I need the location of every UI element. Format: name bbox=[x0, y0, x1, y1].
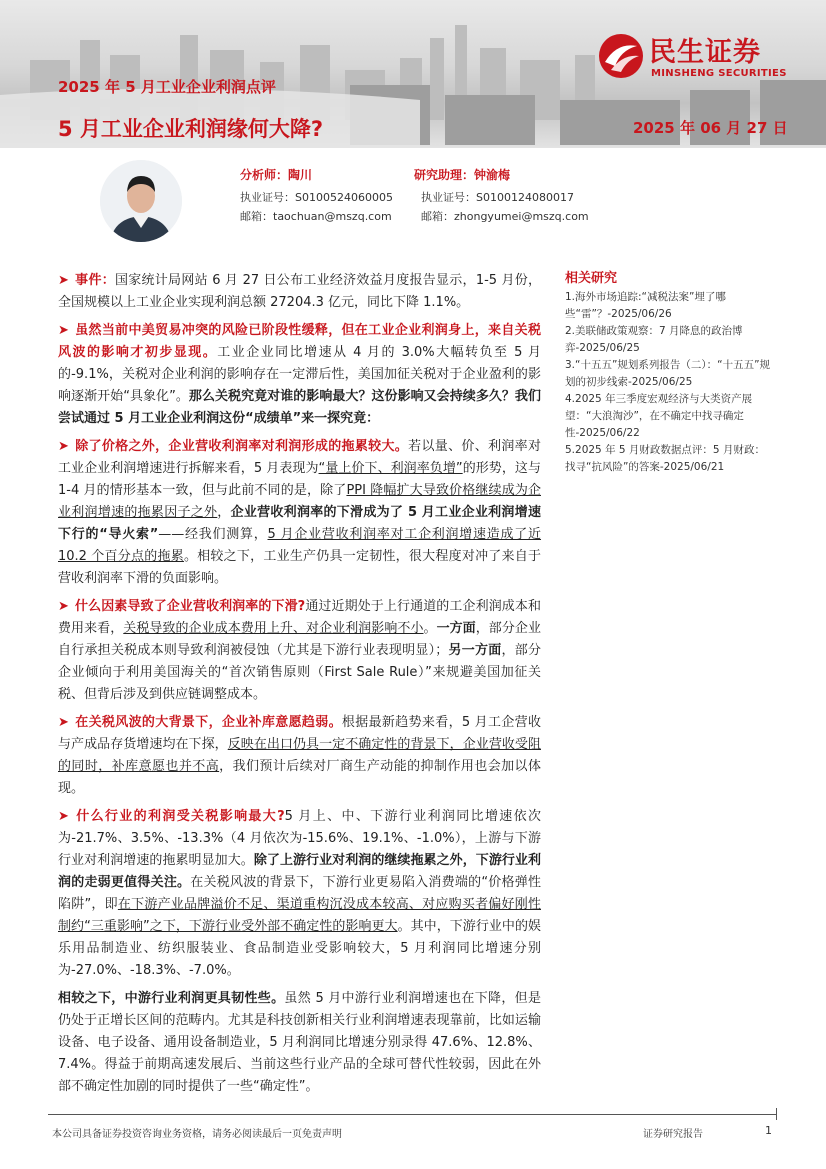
bullet-arrow-icon: ➤ bbox=[58, 323, 69, 338]
analyst-email[interactable]: 邮箱：taochuan@mszq.com bbox=[240, 210, 392, 223]
related-item[interactable]: 1.海外市场追踪:“减税法案”埋了哪些“雷”？-2025/06/26 bbox=[565, 291, 726, 320]
header-banner bbox=[0, 0, 826, 148]
paragraph-industry: ➤ 什么行业的利润受关税影响最大?5 月上、中、下游行业利润同比增速依次为-21.7%、3.5%、-13.3%（4 月依次为-15.6%、19.1%、-1.0%），上游与下游行业对利润增速的拖累明显加大。除了上游行业对利润的继续拖累之外，下游行业利润的走弱更值得关注。在关税风波的背景下，下游行业更易陷入消费端的“价格弹性陷阱”，即在下游产业品牌溢价不足、渠道重构沉没成本较高、对应购买者偏好刚性制约“三重影响”之下，下游行业受外部不确定性的影响更大。其中，下游行业中的娱乐用品制造业、纺织服装业、食品制造业受影响较大，5 月利润同比增速分别为-27.0%、-18.3%、-7.0%。 bbox=[58, 809, 541, 978]
page-number: 1 bbox=[765, 1124, 772, 1137]
assistant-name: 钟渝梅 bbox=[474, 168, 511, 182]
bullet-arrow-icon: ➤ bbox=[58, 599, 69, 614]
footer-disclaimer: 本公司具备证券投资咨询业务资格，请务必阅读最后一页免责声明 bbox=[52, 1129, 342, 1140]
assistant-email[interactable]: 邮箱：zhongyumei@mszq.com bbox=[421, 210, 589, 223]
paragraph-tariff-impact: ➤ 虽然当前中美贸易冲突的风险已阶段性缓释，但在工业企业利润身上，来自关税风波的影响才初步显现。工业企业同比增速从 4 月的 3.0%大幅转负至 5 月的-9.1%，关税对企业利润的影响存在一定滞后性，美国加征关税对于企业盈利的影响逐渐开始“具象化”。那么关税究竟对谁的影响最大？这份影响又会持续多久？我们尝试通过 5 月工业企业利润这份“成绩单”来一探究竟： bbox=[58, 323, 541, 426]
analyst-cert: 执业证号：S0100524060005 bbox=[240, 191, 393, 204]
analyst-name: 陶川 bbox=[288, 168, 313, 182]
report-date: 2025 年 06 月 27 日 bbox=[633, 119, 788, 137]
related-item[interactable]: 2.美联储政策观察：7 月降息的政治博弈-2025/06/25 bbox=[565, 325, 743, 354]
company-logo bbox=[597, 30, 807, 86]
analyst-label: 分析师：陶川 bbox=[240, 168, 313, 182]
related-research-title: 相关研究 bbox=[565, 271, 618, 286]
related-item[interactable]: 5.2025 年 5 月财政数据点评：5 月财政：找寻“抗风险”的答案-2025/06/21 bbox=[565, 444, 765, 473]
paragraph-midstream: 相较之下，中游行业利润更具韧性些。虽然 5 月中游行业利润增速也在下降，但是仍处于正增长区间的范畴内。尤其是科技创新相关行业利润增速表现靠前，比如运输设备、电子设备、通用设备制造业，5 月利润同比增速分别录得 47.6%、12.8%、7.4%。得益于前期高速发展后、当前这些行业产品的全球可替代性较弱，因此在外部不确定性加剧的同时提供了一些“确定性”。 bbox=[58, 991, 541, 1094]
paragraph-margin-drag: ➤ 除了价格之外，企业营收利润率对利润形成的拖累较大。若以量、价、利润率对工业企业利润增速进行拆解来看，5 月表现为“量上价下、利润率负增”的形势，这与 1-4 月的情形基本一致，但与此前不同的是，除了PPI 降幅扩大导致价格继续成为企业利润增速的拖累因子之外，企业营收利润率的下滑成为了 5 月工业企业利润增速下行的“导火索”——经我们测算，5 月企业营收利润率对工企利润增速造成了近 10.2 个百分点的拖累。相较之下，工业生产仍具一定韧性，很大程度对冲了来自于营收利润率下滑的负面影响。 bbox=[58, 439, 542, 586]
paragraph-event: ➤ 事件：国家统计局网站 6 月 27 日公布工业经济效益月度报告显示，1-5 月份，全国规模以上工业企业实现利润总额 27204.3 亿元，同比下降 1.1%。 bbox=[58, 273, 541, 310]
bullet-arrow-icon: ➤ bbox=[58, 715, 69, 730]
footer-divider-tick bbox=[776, 1108, 777, 1120]
minsheng-logo-icon bbox=[597, 32, 645, 80]
report-title: 5 月工业企业利润缘何大降? bbox=[58, 117, 324, 141]
bullet-arrow-icon: ➤ bbox=[58, 273, 69, 288]
logo-english-text: MINSHENG SECURITIES bbox=[651, 68, 787, 79]
report-series-subtitle: 2025 年 5 月工业企业利润点评 bbox=[58, 78, 276, 96]
paragraph-inventory: ➤ 在关税风波的大背景下，企业补库意愿趋弱。根据最新趋势来看，5 月工企营收与产成品存货增速均在下探，反映在出口仍具一定不确定性的背景下，企业营收受阻的同时，补库意愿也并不高，我们预计后续对厂商生产动能的抑制作用也会加以体现。 bbox=[58, 715, 541, 796]
analyst-avatar bbox=[100, 160, 182, 242]
logo-chinese-text: 民生证券 bbox=[649, 37, 761, 68]
footer-report-type: 证券研究报告 bbox=[643, 1129, 703, 1140]
bullet-arrow-icon: ➤ bbox=[58, 439, 69, 454]
bullet-arrow-icon: ➤ bbox=[58, 809, 69, 824]
report-body bbox=[58, 270, 541, 1104]
assistant-label: 研究助理：钟渝梅 bbox=[414, 168, 511, 182]
related-research-sidebar bbox=[565, 270, 775, 476]
related-item[interactable]: 3.“十五五”规划系列报告（二）：“十五五”规划的初步线索-2025/06/25 bbox=[565, 359, 771, 388]
footer-divider bbox=[48, 1114, 776, 1115]
paragraph-margin-factors: ➤ 什么因素导致了企业营收利润率的下滑?通过近期处于上行通道的工企利润成本和费用来看，关税导致的企业成本费用上升、对企业利润影响不小。一方面，部分企业自行承担关税成本则导致利润被侵蚀（尤其是下游行业表现明显）；另一方面，部分企业倾向于利用美国海关的“首次销售原则（First Sale Rule）”来规避美国加征关税、但背后涉及到供应链调整成本。 bbox=[58, 599, 541, 702]
related-item[interactable]: 4.2025 年三季度宏观经济与大类资产展望：“大浪淘沙”，在不确定中找寻确定性-2025/06/22 bbox=[565, 393, 753, 439]
assistant-cert: 执业证号：S0100124080017 bbox=[421, 191, 574, 204]
analyst-photo-icon bbox=[100, 160, 182, 242]
